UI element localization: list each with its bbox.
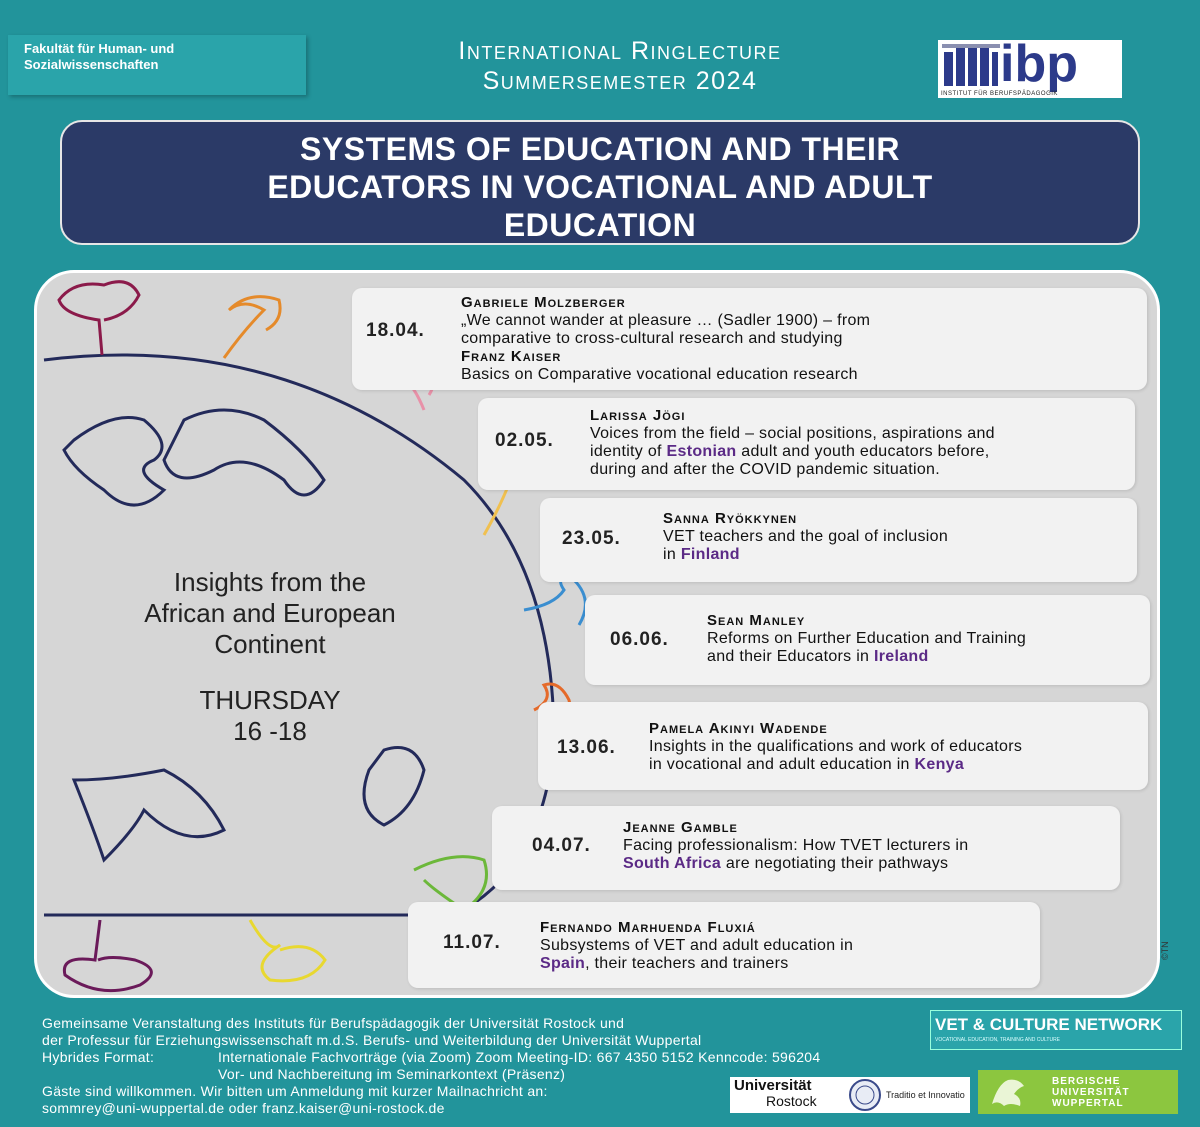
lecture-date: 18.04.: [366, 320, 425, 341]
country-highlight: Finland: [680, 546, 740, 563]
format-line1: Internationale Fachvorträge (via Zoom) Zoom Meeting-ID: 667 4350 5152 Kenncode: 596204: [218, 1049, 821, 1065]
lecture-card: [585, 595, 1150, 685]
tree-doodle: [64, 920, 151, 991]
insights-line1: Insights from the: [173, 567, 367, 597]
lecture-card: [408, 902, 1040, 988]
insights-line2: African and European: [144, 598, 396, 628]
lecture-title-line: during and after the COVID pandemic situation.: [590, 461, 940, 478]
country-highlight: Estonian: [666, 443, 737, 460]
tree-doodle: [224, 297, 280, 358]
insights-text: [60, 567, 480, 660]
rostock-logo: [730, 1077, 970, 1113]
format-label: Hybrides Format:: [42, 1049, 155, 1065]
format-line2: Vor- und Nachbereitung im Seminarkontext (Präsenz): [218, 1066, 566, 1082]
lecture-speaker: Sanna Ryökkynen: [663, 510, 798, 527]
country-highlight: South Africa: [623, 855, 722, 872]
wuppertal-logo: [978, 1070, 1178, 1114]
lecture-title-part: identity of: [590, 443, 667, 460]
lecture-date: 02.05.: [495, 430, 554, 451]
lecture-card: [540, 498, 1137, 582]
continent-shape: [164, 410, 324, 495]
lecture-speaker: Gabriele Molzberger: [461, 294, 626, 311]
lecture-title-part: in: [663, 546, 681, 563]
rostock-line1: Universität: [734, 1077, 812, 1094]
lecture-speaker: Fernando Marhuenda Fluxiá: [540, 919, 756, 936]
header-line1: International Ringlecture: [458, 37, 782, 65]
lecture-date: 04.07.: [532, 835, 591, 856]
rostock-motto: Traditio et Innovatio: [886, 1090, 965, 1100]
lecture-card: [492, 806, 1120, 890]
lecture-title-line: Insights in the qualifications and work of educators: [649, 738, 1023, 755]
lecture-card: [352, 288, 1147, 390]
lecture-title-line: Basics on Comparative vocational education research: [461, 366, 858, 383]
footer-contact[interactable]: sommrey@uni-wuppertal.de oder franz.kaiser@uni-rostock.de: [42, 1100, 445, 1116]
schedule-time: 16 -18: [233, 716, 307, 746]
lecture-speaker: Jeanne Gamble: [623, 819, 738, 836]
lecture-speaker: Sean Manley: [707, 612, 806, 629]
continent-shape: [64, 418, 164, 506]
ibp-word: ibp: [1000, 35, 1078, 93]
schedule-text: [130, 685, 410, 747]
header-line2: Summersemester 2024: [482, 67, 758, 95]
tree-doodle: [59, 282, 139, 355]
continent-shape: [74, 770, 224, 860]
main-title: [60, 120, 1140, 245]
continent-shape: [364, 748, 424, 826]
lecture-speaker-2: Franz Kaiser: [461, 348, 562, 365]
faculty-line2: Sozialwissenschaften: [24, 57, 159, 72]
insights-line3: Continent: [214, 629, 326, 659]
lecture-title-line: VET teachers and the goal of inclusion: [663, 528, 949, 545]
copyright-mark: ©TN: [1160, 941, 1170, 960]
lecture-speaker: Pamela Akinyi Wadende: [649, 720, 828, 737]
building-icon: [942, 44, 1000, 88]
country-highlight: Kenya: [914, 756, 965, 773]
lion-icon: [988, 1074, 1030, 1110]
vet-logo-name: VET & CULTURE NETWORK: [935, 1015, 1163, 1034]
ibp-sub: INSTITUT FÜR BERUFSPÄDAGOGIK: [941, 91, 1058, 97]
footer-line3: Gäste sind willkommen. Wir bitten um Anmeldung mit kurzer Mailnachricht an:: [42, 1083, 548, 1099]
lecture-title-line: Voices from the field – social positions, aspirations and: [590, 425, 995, 442]
lecture-title-part: adult and youth educators before,: [736, 443, 990, 460]
title-line1: SYSTEMS OF EDUCATION AND THEIR: [300, 131, 900, 167]
lecture-title-part: are negotiating their pathways: [721, 855, 949, 872]
tree-doodle: [524, 579, 585, 625]
country-highlight: Ireland: [874, 648, 929, 665]
faculty-line1: Fakultät für Human- und: [24, 41, 175, 56]
lecture-title-line: „We cannot wander at pleasure … (Sadler 1900) – from: [461, 312, 871, 329]
lecture-speaker: Larissa Jögi: [590, 407, 686, 424]
lecture-card: [538, 702, 1148, 790]
lecture-date: 23.05.: [562, 528, 621, 549]
wuppertal-line2: UNIVERSITÄT: [1052, 1087, 1130, 1098]
rostock-line2: Rostock: [766, 1093, 817, 1109]
lecture-title-part: and their Educators in: [707, 648, 874, 665]
schedule-day: THURSDAY: [199, 685, 341, 715]
vet-culture-logo: [930, 1010, 1182, 1050]
tree-doodle: [250, 920, 325, 981]
ibp-logo: [938, 35, 1122, 98]
lecture-title-line: Reforms on Further Education and Training: [707, 630, 1027, 647]
lecture-date: 11.07.: [443, 932, 501, 953]
lecture-title-line: Subsystems of VET and adult education in: [540, 937, 854, 954]
ringlecture-header: [330, 36, 910, 96]
lecture-card: [478, 398, 1135, 490]
title-line2: EDUCATORS IN VOCATIONAL AND ADULT: [267, 169, 933, 205]
wuppertal-line1: BERGISCHE: [1052, 1076, 1121, 1087]
footer-line1: Gemeinsame Veranstaltung des Instituts für Berufspädagogik der Universität Rostock und: [42, 1015, 625, 1031]
faculty-label: [8, 35, 306, 95]
lecture-title-part: in vocational and adult education in: [649, 756, 915, 773]
lecture-date: 13.06.: [557, 737, 616, 758]
wuppertal-line3: WUPPERTAL: [1052, 1098, 1124, 1109]
lecture-title-line: Facing professionalism: How TVET lecturers in: [623, 837, 969, 854]
bottom-doodles: [40, 915, 360, 1000]
lecture-title-line: comparative to cross-cultural research and studying: [461, 330, 843, 347]
lecture-title-part: , their teachers and trainers: [585, 955, 789, 972]
lecture-date: 06.06.: [610, 629, 669, 650]
title-line3: EDUCATION: [503, 207, 697, 243]
vet-logo-sub: VOCATIONAL EDUCATION, TRAINING AND CULTURE: [935, 1037, 1061, 1043]
footer-line2: der Professur für Erziehungswissenschaft m.d.S. Berufs- und Weiterbildung der Universität Wuppertal: [42, 1032, 702, 1048]
country-highlight: Spain: [540, 955, 586, 972]
seal-icon: [848, 1078, 882, 1112]
